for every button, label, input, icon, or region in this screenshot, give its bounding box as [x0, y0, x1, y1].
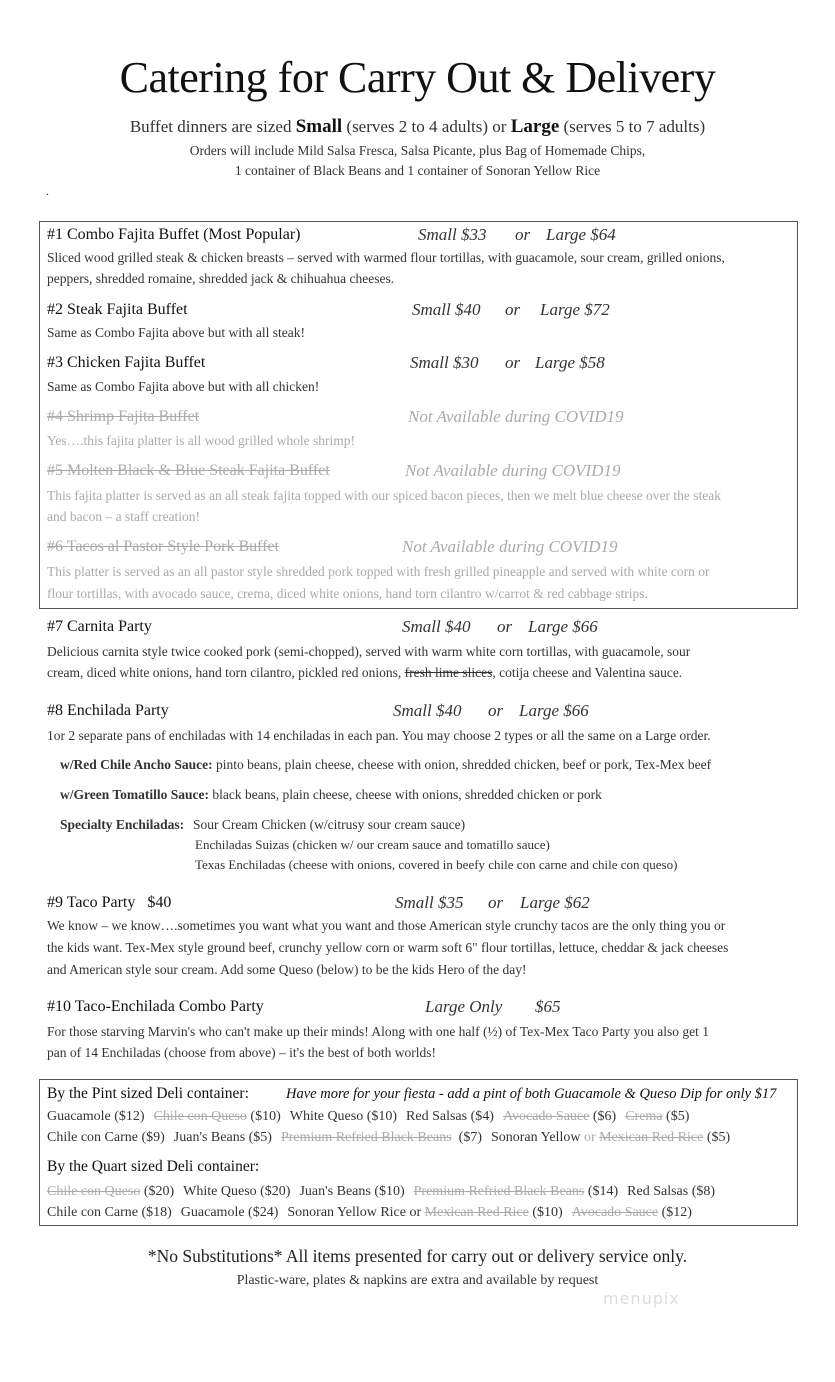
item-name-unavailable: #6 Tacos al Pastor Style Pork Buffet — [47, 538, 280, 555]
small-label: Small — [295, 116, 343, 137]
price-small: Small $40 — [412, 300, 481, 319]
price-small: Small $33 — [418, 225, 487, 244]
deli-item-text: White Queso ($20) — [183, 1184, 291, 1199]
deli-item — [627, 1184, 715, 1199]
price-small: Small $35 — [395, 893, 464, 912]
deli-item — [572, 1205, 692, 1220]
deli-item — [290, 1109, 397, 1124]
deli-item-unavailable: Avocado Sauce — [571, 1205, 659, 1220]
item-desc: Same as Combo Fajita above but with all steak! — [47, 325, 305, 340]
deli-item — [625, 1109, 689, 1124]
deli-item-unavailable: Mexican Red Rice — [424, 1205, 529, 1220]
unavailable-status: Not Available during COVID19 — [408, 407, 624, 426]
deli-item-text: ($7) — [451, 1130, 482, 1145]
deli-item — [183, 1184, 290, 1199]
deli-item-text: Sonoran Yellow — [490, 1130, 581, 1145]
large-label: Large — [510, 116, 560, 137]
deli-item-unavailable: Premium Refried Black Beans — [280, 1130, 452, 1145]
watermark-logo: menupix — [603, 1289, 680, 1308]
item-name: #9 Taco Party $40 — [47, 894, 172, 911]
deli-item-text: ($12) — [658, 1205, 692, 1220]
pint-label: By the Pint sized Deli container: — [47, 1085, 249, 1102]
price-large: $65 — [535, 997, 561, 1016]
price-large: Large $64 — [546, 225, 616, 244]
deli-item-text: Guacamole — [47, 1109, 111, 1124]
item-desc: For those starving Marvin's who can't make up their minds! Along with one half (½) of Tex-Mex Taco Party you also get 1 — [47, 1024, 709, 1039]
pint-row — [47, 1130, 730, 1146]
item-name: #2 Steak Fajita Buffet — [47, 301, 188, 318]
item-name-unavailable: #5 Molten Black & Blue Steak Fajita Buffet — [47, 462, 330, 479]
red-sauce-options — [60, 757, 711, 773]
page-title: Catering for Carry Out & Delivery — [119, 53, 716, 102]
price-large: Large $62 — [520, 893, 590, 912]
deli-item — [287, 1205, 562, 1220]
deli-item-text: Guacamole ($24) — [180, 1205, 279, 1220]
price-large: Large $66 — [519, 701, 589, 720]
price-or: or — [497, 617, 513, 636]
item-desc: flour tortillas, with avocado sauce, crema, diced white onions, hand torn cilantro w/carrot & red cabbage strips. — [47, 586, 648, 601]
desc-text: , cotija cheese and Valentina sauce. — [492, 665, 683, 680]
unavailable-status: Not Available during COVID19 — [402, 537, 618, 556]
quart-label: By the Quart sized Deli container: — [47, 1158, 260, 1175]
deli-item — [47, 1184, 174, 1199]
deli-item — [181, 1205, 279, 1220]
price-large: Large $66 — [528, 617, 598, 636]
deli-item-text: Red Salsas ($4) — [406, 1109, 494, 1124]
pint-row — [47, 1109, 689, 1125]
price-or: or — [488, 893, 504, 912]
item-desc: and bacon – a staff creation! — [47, 509, 201, 524]
deli-item — [281, 1130, 482, 1145]
stray-dot: . — [46, 184, 49, 198]
large-note: (serves 5 to 7 adults) — [559, 117, 706, 136]
orders-note-1: Orders will include Mild Salsa Fresca, Salsa Picante, plus Bag of Homemade Chips, — [189, 143, 646, 158]
item-desc: Sliced wood grilled steak & chicken breasts – served with warmed flour tortillas, with guacamole, sour cream, grilled onions, — [47, 250, 725, 265]
deli-item-text: ($5) — [662, 1109, 690, 1124]
deli-item-unavailable: Premium Refried Black Beans — [413, 1184, 585, 1199]
deli-item-text: White Queso ($10) — [289, 1109, 398, 1124]
deli-item-text: or — [580, 1130, 600, 1145]
green-sauce-label: w/Green Tomatillo Sauce: — [60, 787, 210, 802]
price-or: or — [488, 701, 504, 720]
specialty-label: Specialty Enchiladas: — [60, 817, 185, 832]
deli-item-text: Red Salsas ($8) — [627, 1184, 716, 1199]
specialty-item: Enchiladas Suizas (chicken w/ our cream sauce and tomatillo sauce) — [195, 837, 550, 852]
unavailable-status: Not Available during COVID19 — [405, 461, 621, 480]
footer-extras: Plastic-ware, plates & napkins are extra and available by request — [236, 1273, 599, 1288]
specialty-item: Sour Cream Chicken (w/citrusy sour cream sauce) — [193, 817, 466, 832]
deli-item-unavailable: Chile con Queso — [47, 1184, 141, 1199]
item-desc: 1or 2 separate pans of enchiladas with 14 enchiladas in each pan. You may choose 2 types or all the same on a Large order. — [47, 728, 711, 743]
deli-item — [47, 1205, 172, 1220]
specialty-item: Texas Enchiladas (cheese with onions, covered in beefy chile con carne and chile con queso) — [195, 857, 678, 872]
price-small: Large Only — [425, 997, 503, 1016]
quart-row — [47, 1184, 715, 1200]
size-intro: Buffet dinners are sized — [129, 117, 296, 136]
deli-item — [47, 1130, 165, 1145]
deli-item — [47, 1109, 145, 1124]
item-name-unavailable: #4 Shrimp Fajita Buffet — [47, 408, 200, 425]
deli-item-unavailable: Avocado Sauce — [502, 1109, 590, 1124]
deli-item — [414, 1184, 619, 1199]
deli-item-unavailable: Crema — [625, 1109, 663, 1124]
deli-item-text: Chile con Carne ($18) — [47, 1205, 172, 1220]
quart-row — [47, 1205, 692, 1221]
item-desc: the kids want. Tex-Mex style ground beef, crunchy yellow corn or warm soft 6" flour tortillas, lettuce, cheddar & jack cheeses — [47, 940, 729, 955]
green-sauce-options — [60, 787, 602, 803]
item-name: #3 Chicken Fajita Buffet — [47, 354, 206, 371]
deli-item-unavailable: Chile con Queso — [153, 1109, 247, 1124]
price-large: Large $72 — [540, 300, 610, 319]
item-name: #1 Combo Fajita Buffet (Most Popular) — [47, 226, 301, 243]
deli-item-text: ($14) — [584, 1184, 619, 1199]
price-or: or — [505, 300, 521, 319]
price-small: Small $30 — [410, 353, 479, 372]
deli-item — [299, 1184, 404, 1199]
price-or: or — [515, 225, 531, 244]
pint-promo: Have more for your fiesta - add a pint of both Guacamole & Queso Dip for only $17 — [286, 1086, 777, 1102]
deli-item-text: ($5) — [703, 1130, 731, 1145]
deli-item-text: ($10) — [528, 1205, 563, 1220]
item-desc: This platter is served as an all pastor style shredded pork topped with fresh grilled pineapple and served with white corn or — [47, 564, 710, 579]
footer-note: *No Substitutions* All items presented for carry out or delivery service only. — [147, 1246, 688, 1266]
price-small: Small $40 — [393, 701, 462, 720]
deli-item — [503, 1109, 616, 1124]
item-desc: Delicious carnita style twice cooked pork (semi-chopped), served with warm white corn tortillas, with guacamole, sour — [47, 644, 691, 659]
item-desc: Same as Combo Fajita above but with all chicken! — [47, 379, 320, 394]
size-info — [0, 116, 835, 138]
desc-struck: fresh lime slices — [404, 665, 493, 680]
deli-item-text: ($12) — [110, 1109, 145, 1124]
red-sauce-label: w/Red Chile Ancho Sauce: — [60, 757, 213, 772]
deli-item-text: Juan's Beans ($5) — [173, 1130, 272, 1145]
deli-item-unavailable: Mexican Red Rice — [599, 1130, 704, 1145]
green-sauce-list: black beans, plain cheese, cheese with onions, shredded chicken or pork — [212, 787, 602, 802]
deli-item — [174, 1130, 272, 1145]
item-name: #7 Carnita Party — [47, 618, 152, 635]
deli-item-text: ($6) — [589, 1109, 617, 1124]
deli-item-text: ($10) — [246, 1109, 281, 1124]
orders-note-2: 1 container of Black Beans and 1 container of Sonoran Yellow Rice — [234, 163, 601, 178]
deli-item — [491, 1130, 730, 1145]
item-desc — [47, 665, 682, 681]
item-name: #8 Enchilada Party — [47, 702, 169, 719]
deli-item — [154, 1109, 281, 1124]
item-desc: This fajita platter is served as an all steak fajita topped with our spiced bacon pieces, then we melt blue cheese over the steak — [47, 488, 722, 503]
price-large: Large $58 — [535, 353, 605, 372]
deli-item — [406, 1109, 494, 1124]
deli-item-text: Chile con Carne ($9) — [47, 1130, 165, 1145]
deli-item-text: Juan's Beans ($10) — [299, 1184, 405, 1199]
deli-item-text: Sonoran Yellow Rice or — [287, 1205, 425, 1220]
desc-text: cream, diced white onions, hand torn cilantro, pickled red onions, — [47, 665, 405, 680]
deli-item-text: ($20) — [140, 1184, 175, 1199]
small-note: (serves 2 to 4 adults) or — [342, 117, 511, 136]
price-or: or — [505, 353, 521, 372]
red-sauce-list: pinto beans, plain cheese, cheese with onion, shredded chicken, beef or pork, Tex-Mex beef — [216, 757, 712, 772]
price-small: Small $40 — [402, 617, 471, 636]
item-desc: and American style sour cream. Add some Queso (below) to be the kids Hero of the day! — [47, 962, 527, 977]
item-desc: Yes….this fajita platter is all wood grilled whole shrimp! — [47, 433, 355, 448]
item-desc: pan of 14 Enchiladas (choose from above) – it's the best of both worlds! — [47, 1045, 436, 1060]
item-desc: peppers, shredded romaine, shredded jack & chihuahua cheeses. — [47, 271, 395, 286]
item-desc: We know – we know….sometimes you want what you want and those American style crunchy tacos are the only thing you or — [47, 918, 726, 933]
item-name: #10 Taco-Enchilada Combo Party — [47, 998, 264, 1015]
